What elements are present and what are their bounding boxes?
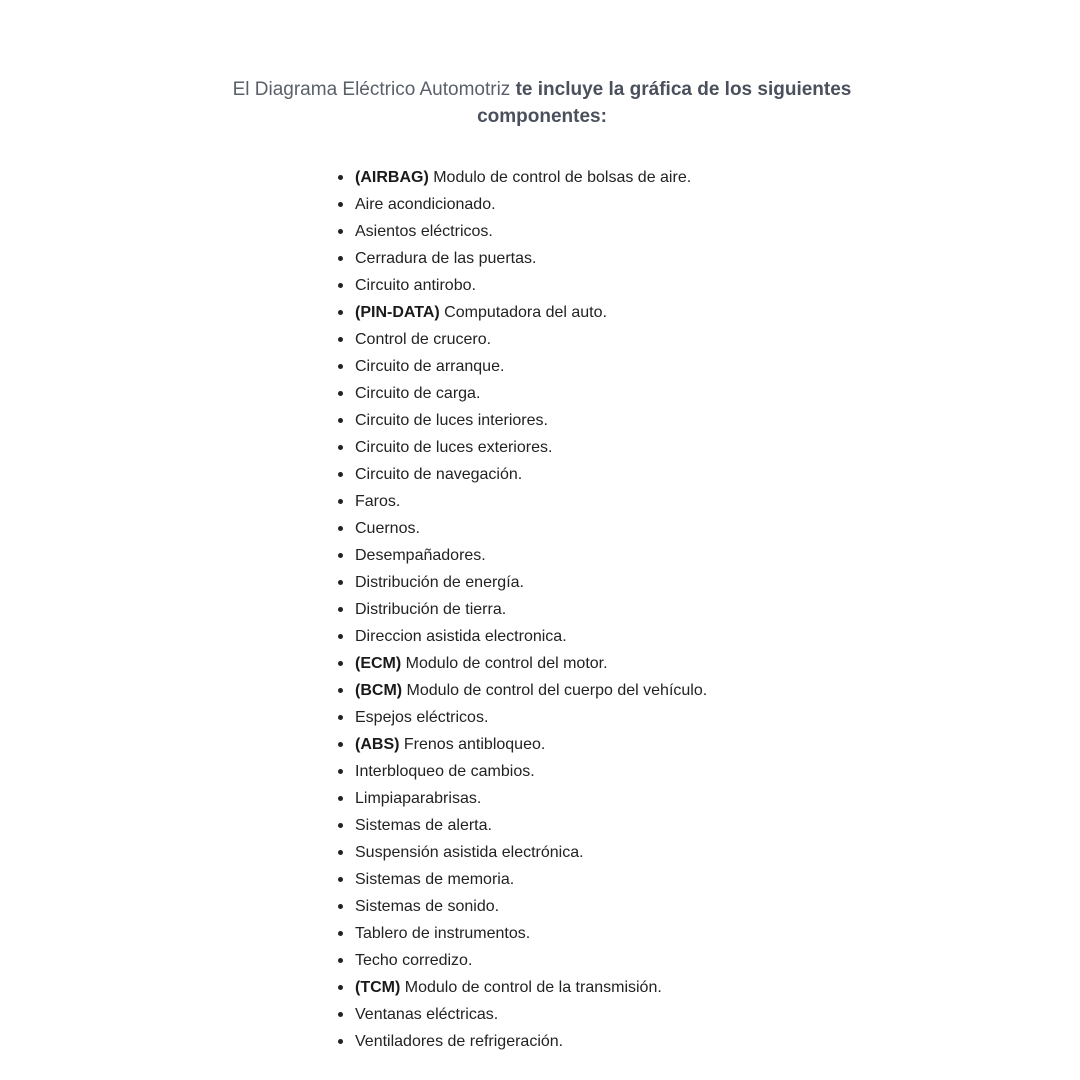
list-item xyxy=(355,272,707,299)
component-code: (TCM) xyxy=(355,979,401,996)
component-text: Faros. xyxy=(355,493,401,510)
list-item xyxy=(355,974,707,1001)
list-item xyxy=(355,1028,707,1055)
list-item xyxy=(355,947,707,974)
list-item xyxy=(355,920,707,947)
list-item xyxy=(355,839,707,866)
list-item xyxy=(355,569,707,596)
component-text: Modulo de control de la transmisión. xyxy=(404,979,662,996)
heading-lead: El Diagrama Eléctrico Automotriz xyxy=(232,79,511,100)
component-text: Suspensión asistida electrónica. xyxy=(355,844,584,861)
component-text: Distribución de energía. xyxy=(355,574,524,591)
component-text: Circuito de arranque. xyxy=(355,358,505,375)
component-text: Circuito de luces exteriores. xyxy=(355,439,553,456)
component-text: Frenos antibloqueo. xyxy=(403,736,546,753)
list-item xyxy=(355,893,707,920)
page-heading xyxy=(200,77,884,130)
component-text: Sistemas de sonido. xyxy=(355,898,500,915)
component-list xyxy=(355,164,707,1055)
component-text: Modulo de control del motor. xyxy=(405,655,608,672)
component-text: Circuito de carga. xyxy=(355,385,481,402)
list-item xyxy=(355,488,707,515)
component-text: Ventanas eléctricas. xyxy=(355,1006,499,1023)
component-text: Desempañadores. xyxy=(355,547,486,564)
list-item xyxy=(355,704,707,731)
component-code: (AIRBAG) xyxy=(355,169,429,186)
component-text: Circuito antirobo. xyxy=(355,277,476,294)
component-code: (ECM) xyxy=(355,655,402,672)
component-text: Ventiladores de refrigeración. xyxy=(355,1033,564,1050)
list-item xyxy=(355,866,707,893)
component-text: Circuito de luces interiores. xyxy=(355,412,548,429)
list-item xyxy=(355,812,707,839)
list-item xyxy=(355,1001,707,1028)
list-item xyxy=(355,542,707,569)
component-text: Cerradura de las puertas. xyxy=(355,250,537,267)
list-item xyxy=(355,461,707,488)
list-item xyxy=(355,677,707,704)
list-item xyxy=(355,164,707,191)
list-item xyxy=(355,785,707,812)
component-text: Circuito de navegación. xyxy=(355,466,523,483)
list-item xyxy=(355,353,707,380)
component-text: Distribución de tierra. xyxy=(355,601,507,618)
list-item xyxy=(355,596,707,623)
heading-emphasis: te incluye la gráfica de los siguientes componentes: xyxy=(477,79,852,127)
component-text: Modulo de control del cuerpo del vehículo. xyxy=(406,682,708,699)
list-item xyxy=(355,623,707,650)
component-text: Limpiaparabrisas. xyxy=(355,790,482,807)
list-item xyxy=(355,407,707,434)
list-item xyxy=(355,245,707,272)
component-code: (PIN-DATA) xyxy=(355,304,440,321)
list-item xyxy=(355,758,707,785)
component-text: Direccion asistida electronica. xyxy=(355,628,567,645)
component-code: (BCM) xyxy=(355,682,403,699)
component-text: Cuernos. xyxy=(355,520,420,537)
component-text: Sistemas de memoria. xyxy=(355,871,515,888)
component-text: Techo corredizo. xyxy=(355,952,473,969)
component-text: Asientos eléctricos. xyxy=(355,223,493,240)
component-text: Interbloqueo de cambios. xyxy=(355,763,535,780)
list-item xyxy=(355,731,707,758)
component-text: Modulo de control de bolsas de aire. xyxy=(433,169,692,186)
list-item xyxy=(355,299,707,326)
component-text: Computadora del auto. xyxy=(444,304,607,321)
list-item xyxy=(355,650,707,677)
list-item xyxy=(355,434,707,461)
list-item xyxy=(355,380,707,407)
component-text: Espejos eléctricos. xyxy=(355,709,489,726)
component-text: Tablero de instrumentos. xyxy=(355,925,531,942)
list-item xyxy=(355,191,707,218)
component-text: Aire acondicionado. xyxy=(355,196,496,213)
list-item xyxy=(355,218,707,245)
component-text: Control de crucero. xyxy=(355,331,492,348)
component-code: (ABS) xyxy=(355,736,400,753)
list-item xyxy=(355,515,707,542)
component-text: Sistemas de alerta. xyxy=(355,817,492,834)
list-item xyxy=(355,326,707,353)
